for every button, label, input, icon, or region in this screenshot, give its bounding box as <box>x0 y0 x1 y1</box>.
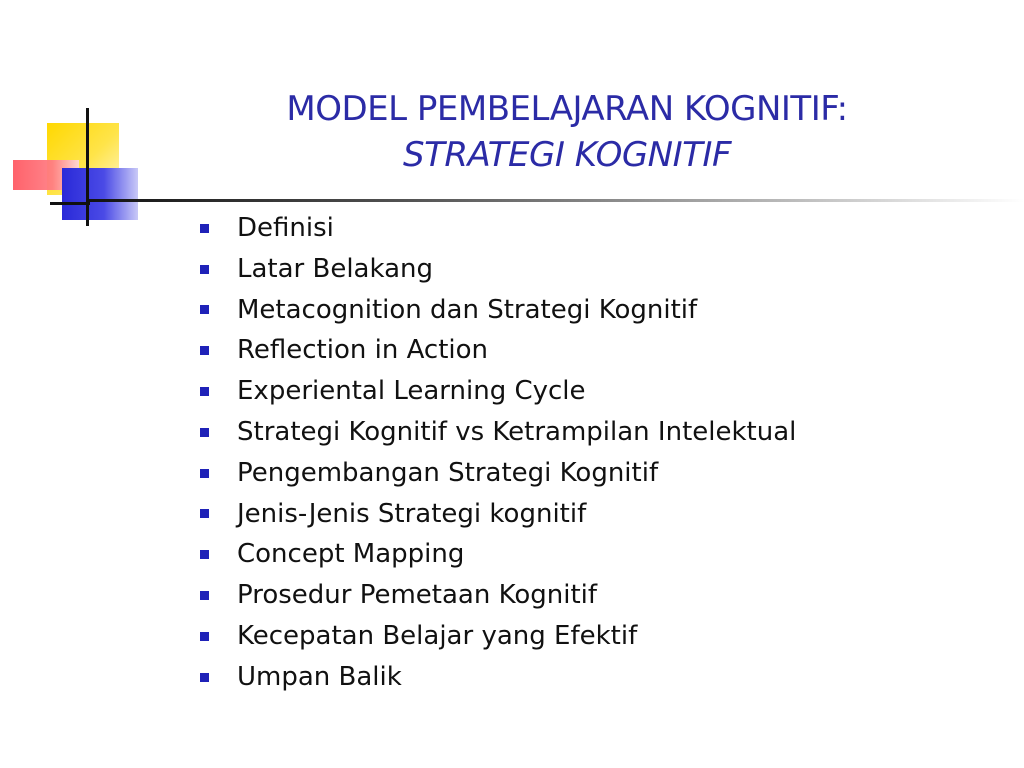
list-item <box>200 330 796 371</box>
list-item <box>200 534 796 575</box>
short-horizontal-rule <box>50 202 90 205</box>
list-item <box>200 453 796 494</box>
square-bullet-icon <box>200 387 209 396</box>
list-item <box>200 208 796 249</box>
list-item-label: Concept Mapping <box>237 539 465 570</box>
list-item-label: Definisi <box>237 213 334 243</box>
square-bullet-icon <box>200 591 209 600</box>
list-item-label: Jenis-Jenis Strategi kognitif <box>237 498 587 529</box>
square-bullet-icon <box>200 673 209 682</box>
list-item-label: Experiental Learning Cycle <box>237 376 586 407</box>
list-item <box>200 249 796 290</box>
square-bullet-icon <box>200 428 209 437</box>
list-item-label: Umpan Balik <box>237 661 402 692</box>
list-item <box>200 616 796 657</box>
list-item-label: Metacognition dan Strategi Kognitif <box>237 294 698 325</box>
list-item-label: Prosedur Pemetaan Kognitif <box>237 580 598 611</box>
title-underline-rule <box>88 199 1024 202</box>
bullet-list <box>200 208 796 698</box>
square-bullet-icon <box>200 632 209 641</box>
list-item <box>200 412 796 453</box>
square-bullet-icon <box>200 550 209 559</box>
vertical-rule <box>86 108 89 226</box>
slide-title <box>150 86 984 178</box>
square-bullet-icon <box>200 305 209 314</box>
list-item <box>200 371 796 412</box>
list-item <box>200 657 796 698</box>
list-item <box>200 290 796 331</box>
list-item-label: Strategi Kognitif vs Ketrampilan Intelektual <box>237 416 797 447</box>
square-bullet-icon <box>200 265 209 274</box>
list-item-label: Reflection in Action <box>237 335 489 366</box>
list-item <box>200 575 796 616</box>
slide-title-line1: MODEL PEMBELAJARAN KOGNITIF: <box>286 89 848 129</box>
square-bullet-icon <box>200 346 209 355</box>
list-item <box>200 494 796 535</box>
slide-title-line2: STRATEGI KOGNITIF <box>403 135 731 175</box>
list-item-label: Kecepatan Belajar yang Efektif <box>237 620 638 651</box>
list-item-label: Latar Belakang <box>237 253 434 284</box>
square-bullet-icon <box>200 469 209 478</box>
list-item-label: Pengembangan Strategi Kognitif <box>237 457 659 488</box>
blue-square-decoration <box>62 168 138 220</box>
square-bullet-icon <box>200 224 209 233</box>
square-bullet-icon <box>200 509 209 518</box>
